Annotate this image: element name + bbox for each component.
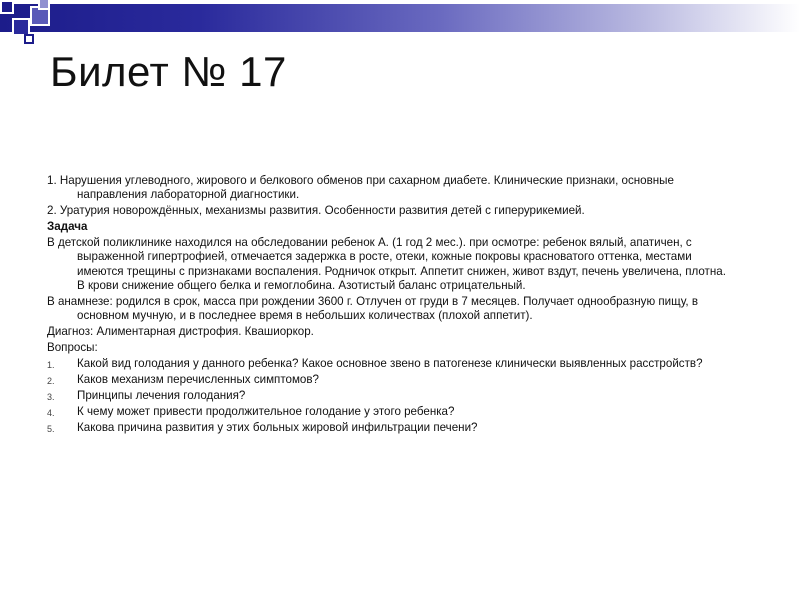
- slide-title: Билет № 17: [50, 48, 287, 95]
- question-text: К чему может привести продолжительное голодание у этого ребенка?: [77, 405, 455, 419]
- point-1: 1. Нарушения углеводного, жирового и белкового обменов при сахарном диабете. Клинические признаки, основные направления лабораторной диагностики.: [47, 174, 674, 202]
- header-gradient-bar: [0, 4, 800, 32]
- anamnesis-text: В анамнезе: родился в срок, масса при рождении 3600 г. Отлучен от груди в 7 месяцев. Получает однообразную пищу, в основном мучную, и в последнее время в небольших количествах (плохой аппетит).: [47, 294, 699, 323]
- decor-square: [24, 34, 34, 44]
- question-item: [47, 373, 727, 387]
- decor-square: [0, 0, 14, 14]
- question-item: [47, 421, 727, 435]
- point-2: 2. Уратурия новорождённых, механизмы развития. Особенности развития детей с гиперурикемией.: [47, 204, 585, 218]
- question-number: 4.: [47, 408, 55, 419]
- question-text: Принципы лечения голодания?: [77, 389, 246, 403]
- question-text: Каков механизм перечисленных симптомов?: [77, 373, 319, 387]
- question-number: 1.: [47, 360, 55, 371]
- question-item: [47, 389, 727, 403]
- question-item: [47, 405, 727, 419]
- questions-list: [47, 357, 727, 435]
- question-item: [47, 357, 727, 371]
- question-text: Какой вид голодания у данного ребенка? Какое основное звено в патогенезе клинически выявленных расстройств?: [77, 357, 703, 371]
- task-heading: Задача: [47, 220, 88, 234]
- task-text: В детской поликлинике находился на обследовании ребенок А. (1 год 2 мес.). при осмотре: ребенок вялый, апатичен, с выраженной гипертрофией, отмечается задержка в росте, отеки, кожные покровы красноватого оттенка, местами имеются трещины с признаками воспаления. Родничок открыт. Аппетит снижен, живот вздут, печень увеличена, плотна. В крови снижение общего белка и гемоглобина. Азотистый баланс отрицательный.: [47, 236, 726, 292]
- question-number: 3.: [47, 392, 55, 403]
- question-number: 2.: [47, 376, 55, 387]
- question-text: Какова причина развития у этих больных жировой инфильтрации печени?: [77, 421, 478, 435]
- slide-body: [47, 174, 727, 437]
- question-number: 5.: [47, 424, 55, 435]
- questions-label: Вопросы:: [47, 341, 98, 355]
- diagnosis-text: Диагноз: Алиментарная дистрофия. Квашиоркор.: [47, 325, 314, 339]
- decorative-squares: [0, 0, 60, 48]
- decor-square: [38, 0, 50, 10]
